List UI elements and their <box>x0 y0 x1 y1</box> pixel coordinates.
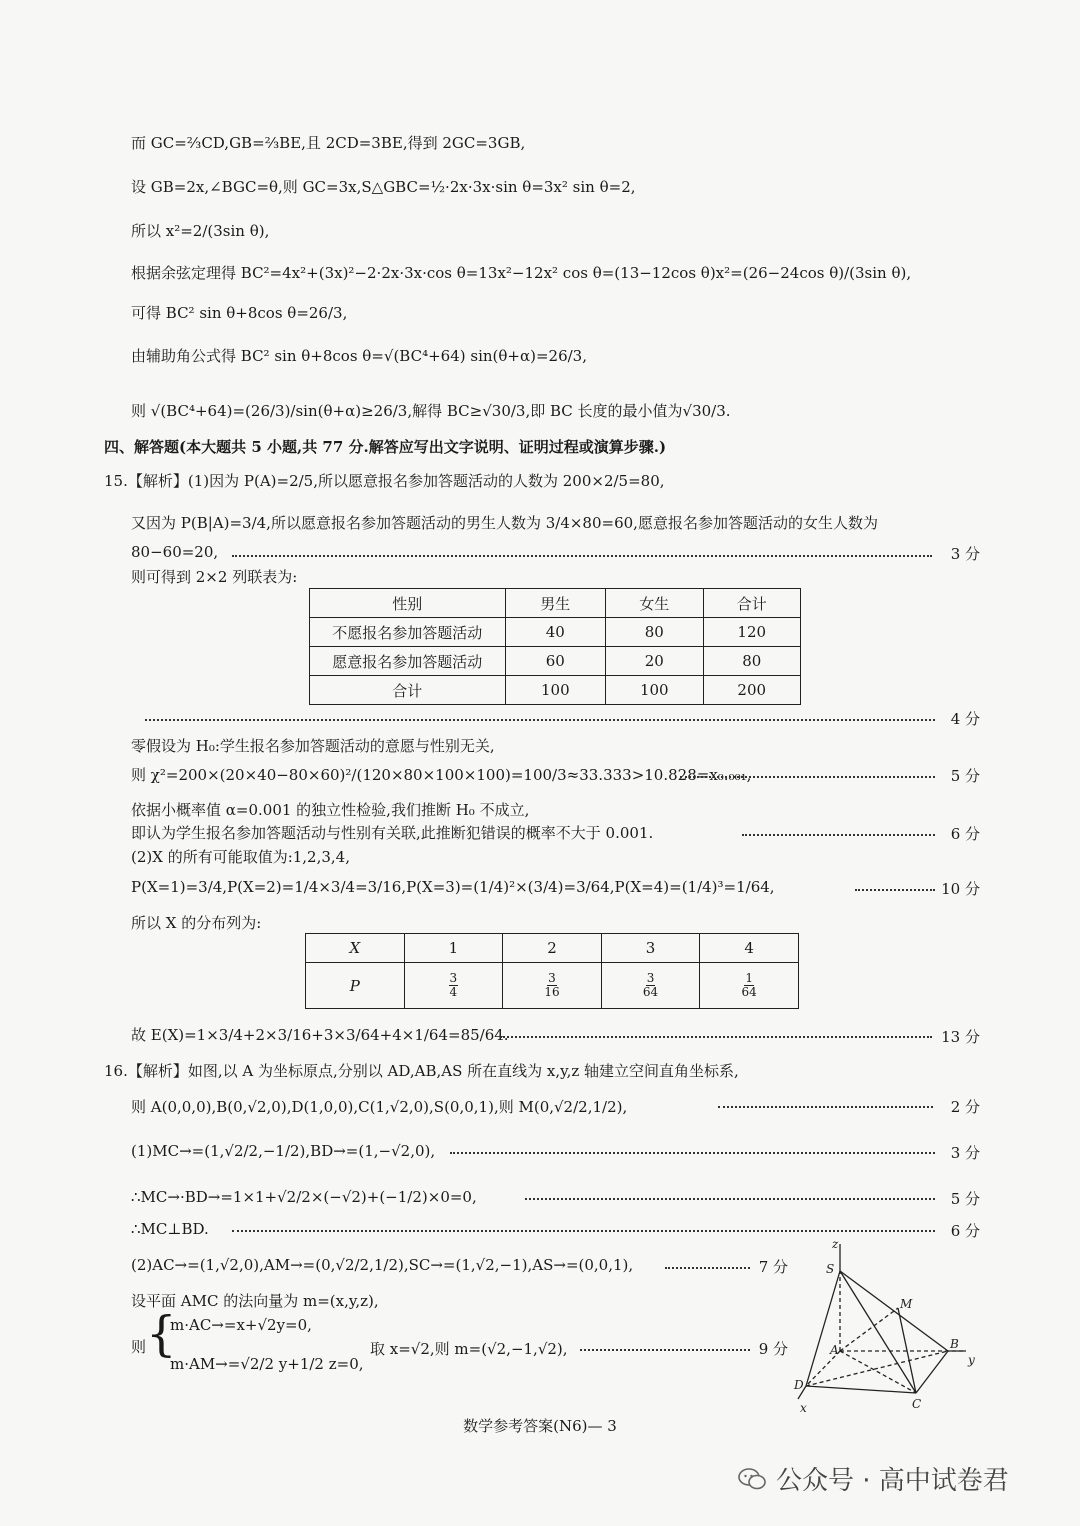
fraction-numerator: 3 <box>449 971 458 986</box>
table-cell: 200 <box>703 676 801 705</box>
figure-label-s: S <box>826 1262 835 1276</box>
dot-leader <box>232 555 932 557</box>
dot-leader <box>718 1106 933 1108</box>
section-heading: 四、解答题(本大题共 5 小题,共 77 分.解答应写出文字说明、证明过程或演算步骤.) <box>104 438 667 456</box>
dot-leader <box>500 1036 932 1038</box>
score-mark: 2 分 <box>950 1098 980 1116</box>
table-cell: 80 <box>703 647 801 676</box>
q15-line-a: 15.【解析】(1)因为 P(A)=2/5,所以愿意报名参加答题活动的人数为 200×2/5=80, <box>104 472 665 490</box>
table-cell: 合计 <box>310 676 506 705</box>
table-cell: 100 <box>606 676 703 705</box>
table-cell: 4 <box>700 934 799 963</box>
watermark-text: 公众号 · 高中试卷君 <box>776 1466 1009 1496</box>
system-eq-2: m·AM→=√2/2 y+1/2 z=0, <box>170 1355 364 1373</box>
line-6: 由辅助角公式得 BC² sin θ+8cos θ=√(BC⁴+64) sin(θ+α)=26/3, <box>131 347 587 365</box>
pyramid-figure <box>788 1236 988 1416</box>
score-mark: 7 分 <box>758 1258 788 1276</box>
q16-line-d: ∴MC→·BD→=1×1+√2/2×(−√2)+(−1/2)×0=0, <box>131 1188 477 1206</box>
q15-line-c: 80−60=20, <box>131 543 219 561</box>
table-cell: X <box>306 934 405 963</box>
distribution-table <box>305 933 799 1009</box>
figure-label-x: x <box>800 1401 807 1415</box>
q15-line-e: 零假设为 H₀:学生报名参加答题活动的意愿与性别无关, <box>131 737 495 755</box>
table-header-cell: 女生 <box>606 589 703 618</box>
q15-line-i: (2)X 的所有可能取值为:1,2,3,4, <box>131 848 350 866</box>
fraction-denominator: 16 <box>544 985 560 999</box>
q15-line-b: 又因为 P(B|A)=3/4,所以愿意报名参加答题活动的男生人数为 3/4×80=60,愿意报名参加答题活动的女生人数为 <box>131 514 878 532</box>
q16-line-f: (2)AC→=(1,√2,0),AM→=(0,√2/2,1/2),SC→=(1,√2,−1),AS→=(0,0,1), <box>131 1256 634 1274</box>
q16-line-a: 16.【解析】如图,以 A 为坐标原点,分别以 AD,AB,AS 所在直线为 x,y,z 轴建立空间直角坐标系, <box>104 1062 739 1080</box>
line-4: 根据余弦定理得 BC²=4x²+(3x)²−2·2x·3x·cos θ=13x²−12x² cos θ=(13−12cos θ)x²=(26−24cos θ)/(3sin θ), <box>131 264 912 282</box>
q15-line-d: 则可得到 2×2 列联表为: <box>131 568 298 586</box>
score-mark: 6 分 <box>950 825 980 843</box>
table-cell: 80 <box>606 618 703 647</box>
contingency-table <box>309 588 801 705</box>
figure-label-z: z <box>832 1237 839 1251</box>
score-mark: 4 分 <box>950 710 980 728</box>
dot-leader <box>145 719 935 721</box>
q15-line-j: P(X=1)=3/4,P(X=2)=1/4×3/4=3/16,P(X=3)=(1/4)²×(3/4)=3/64,P(X=4)=(1/4)³=1/64, <box>131 878 775 896</box>
table-cell: 2 <box>503 934 602 963</box>
table-cell: 100 <box>505 676 605 705</box>
q16-line-b: 则 A(0,0,0),B(0,√2,0),D(1,0,0),C(1,√2,0),S(0,0,1),则 M(0,√2/2,1/2), <box>131 1098 628 1116</box>
table-header-cell: 男生 <box>505 589 605 618</box>
q16-line-e: ∴MC⊥BD. <box>131 1220 209 1238</box>
q15-line-h: 即认为学生报名参加答题活动与性别有关联,此推断犯错误的概率不大于 0.001. <box>131 824 654 842</box>
score-mark: 3 分 <box>950 545 980 563</box>
watermark <box>738 1460 1009 1497</box>
table-cell: 40 <box>505 618 605 647</box>
q15-line-g: 依据小概率值 α=0.001 的独立性检验,我们推断 H₀ 不成立, <box>131 801 530 819</box>
fraction-denominator: 4 <box>449 985 458 999</box>
dot-leader <box>665 1267 750 1269</box>
score-mark: 3 分 <box>950 1144 980 1162</box>
score-mark: 5 分 <box>950 1190 980 1208</box>
q16-line-c: (1)MC→=(1,√2/2,−1/2),BD→=(1,−√2,0), <box>131 1142 436 1160</box>
table-cell: 20 <box>606 647 703 676</box>
table-cell <box>503 963 602 1009</box>
table-cell: 不愿报名参加答题活动 <box>310 618 506 647</box>
score-mark: 5 分 <box>950 767 980 785</box>
score-mark: 10 分 <box>941 880 980 898</box>
q16-line-g: 设平面 AMC 的法向量为 m=(x,y,z), <box>131 1292 379 1310</box>
table-header-cell: 合计 <box>703 589 801 618</box>
figure-label-c: C <box>912 1397 922 1411</box>
dot-leader <box>525 1198 935 1200</box>
figure-label-a: A <box>830 1343 839 1357</box>
dot-leader <box>232 1230 935 1232</box>
score-mark: 13 分 <box>941 1028 980 1046</box>
figure-label-d: D <box>794 1378 804 1392</box>
table-header-cell: 性别 <box>310 589 506 618</box>
table-cell: P <box>306 963 405 1009</box>
score-mark: 9 分 <box>758 1340 788 1358</box>
line-1: 而 GC=⅔CD,GB=⅔BE,且 2CD=3BE,得到 2GC=3GB, <box>131 134 526 152</box>
wechat-icon <box>738 1468 766 1490</box>
q16-system-prefix: 则 <box>131 1338 147 1356</box>
line-7: 则 √(BC⁴+64)=(26/3)/sin(θ+α)≥26/3,解得 BC≥√30/3,即 BC 长度的最小值为√30/3. <box>131 402 731 420</box>
q15-line-l: 故 E(X)=1×3/4+2×3/16+3×3/64+4×1/64=85/64. <box>131 1026 509 1044</box>
table-cell <box>700 963 799 1009</box>
page-footer: 数学参考答案(N6)— 3 <box>463 1417 617 1435</box>
line-3: 所以 x²=2/(3sin θ), <box>131 222 270 240</box>
score-mark: 6 分 <box>950 1222 980 1240</box>
dot-leader <box>680 776 935 778</box>
dot-leader <box>450 1152 935 1154</box>
table-cell: 60 <box>505 647 605 676</box>
fraction-numerator: 3 <box>646 971 655 986</box>
table-cell: 1 <box>404 934 503 963</box>
dot-leader <box>580 1349 750 1351</box>
q15-line-k: 所以 X 的分布列为: <box>131 914 262 932</box>
table-cell: 3 <box>601 934 700 963</box>
dot-leader <box>855 889 935 891</box>
fraction-numerator: 1 <box>745 971 753 986</box>
system-eq-1: m·AC→=x+√2y=0, <box>170 1316 312 1334</box>
dot-leader <box>742 834 935 836</box>
figure-label-y: y <box>968 1353 975 1367</box>
system-brace: { <box>146 1306 177 1362</box>
q15-line-f: 则 χ²=200×(20×40−80×60)²/(120×80×100×100)=100/3≈33.333>10.828=x₀.₀₀₁, <box>131 766 752 784</box>
table-cell <box>601 963 700 1009</box>
q16-system-suffix: 取 x=√2,则 m=(√2,−1,√2), <box>370 1340 568 1358</box>
fraction-numerator: 3 <box>548 971 556 986</box>
fraction-denominator: 64 <box>741 985 757 999</box>
line-2: 设 GB=2x,∠BGC=θ,则 GC=3x,S△GBC=½·2x·3x·sin θ=3x² sin θ=2, <box>131 178 636 196</box>
line-5: 可得 BC² sin θ+8cos θ=26/3, <box>131 304 348 322</box>
figure-label-m: M <box>900 1297 913 1311</box>
table-cell: 120 <box>703 618 801 647</box>
fraction-denominator: 64 <box>642 985 659 999</box>
table-cell: 愿意报名参加答题活动 <box>310 647 506 676</box>
table-cell <box>404 963 503 1009</box>
figure-label-b: B <box>950 1337 959 1351</box>
